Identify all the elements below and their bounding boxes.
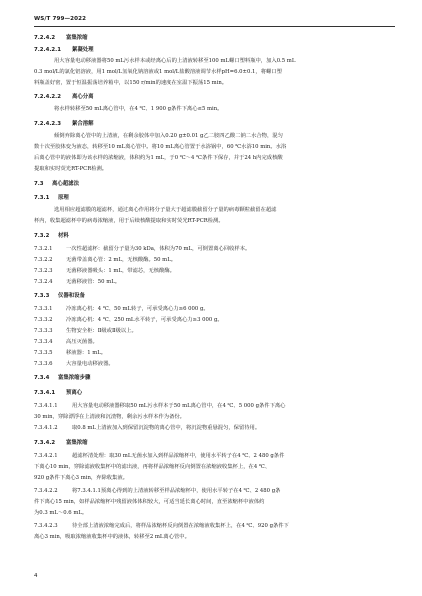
paragraph-line: 选用相应超滤膜的超滤杯，通过离心作用将分子量大于超滤膜截留分子量的病毒颗粒截留在超滤 <box>54 207 277 213</box>
paragraph-line: 后离心管中的液体即为该水样的浓缩液，体积约为1 mL，于0 ℃～4 ℃条件下保存，并于24 h内完成核酸 <box>34 155 283 161</box>
list-item: 7.3.3.2 冷冻离心机：4 ℃、250 mL水平转子，可承受离心力≥3 000 g。 <box>34 317 223 323</box>
section-heading-7-2-4-2-2: 7.2.4.2.2 离心分离 <box>34 94 94 100</box>
section-heading-7-3: 7.3 离心超滤法 <box>34 181 79 187</box>
section-heading-7-2-4-2-3: 7.2.4.2.3 絮合溶解 <box>34 121 94 127</box>
paragraph-line: 7.3.4.1.2 取0.8 mL上清液加入到保留沉淀物的离心管中，将沉淀物重悬混匀，保留待用。 <box>34 425 261 431</box>
paragraph-line: 倾倒弃除离心管中的上清液，在剩余胶体中加入0.20 g±0.01 g乙二胺四乙酸二钠二水合物，混匀 <box>54 133 283 139</box>
list-item: 7.3.3.3 生物安全柜：Ⅱ级或Ⅱ级以上。 <box>34 328 137 334</box>
paragraph-line: 提取和实时荧光RT-PCR检测。 <box>34 166 108 172</box>
paragraph-line: 30 min，穿除漂浮在上清液和沉渣物，剩余污水样本作为备份。 <box>34 414 185 420</box>
section-heading-7-3-1: 7.3.1 原理 <box>34 195 69 201</box>
paragraph-line: 件下离心15 min，如样品浓缩杯中残留液体体积较大，可适当延长离心时间，直至浓缩杯中液体约 <box>34 499 265 505</box>
section-heading-7-3-4-2: 7.3.4.2 富集浓缩 <box>34 440 88 446</box>
section-heading-7-2-4-2: 7.2.4.2 富集浓缩 <box>34 35 88 41</box>
section-heading-7-2-4-2-1: 7.2.4.2.1 絮凝处理 <box>34 47 94 53</box>
page-number: 4 <box>34 573 38 579</box>
list-item: 7.3.3.1 冷冻离心机：4 ℃、50 mL转子，可承受离心力≥6 000 g。 <box>34 306 209 312</box>
paragraph-line: 离心3 min，吸取浓缩液收集杯中的液体，转移至2 mL离心管中。 <box>34 534 190 540</box>
paragraph-line: 杯内，收集超滤杯中的病毒浓缩液，用于后续核酸提取和实时荧光RT-PCR检测。 <box>34 218 224 224</box>
section-heading-7-3-3: 7.3.3 仪器和设备 <box>34 293 85 299</box>
paragraph-line: 7.3.4.2.1 超滤杯清处理：取30 mL无菌水加入到样品浓缩杯中，使用水平转子在4 ℃、2 480 g条件 <box>34 453 285 459</box>
list-item: 7.3.3.4 高压灭菌器。 <box>34 339 98 345</box>
section-heading-7-3-4: 7.3.4 富集浓缩步骤 <box>34 375 91 381</box>
paragraph-line: 7.3.4.1.1 用大容量电动移液器移取50 mL污水样本于50 mL离心管中，在4 ℃、5 000 g条件下离心 <box>34 403 286 409</box>
list-item: 7.3.3.6 大容量电动移液器。 <box>34 361 114 367</box>
paragraph-line: 用大容量电动移液器将50 mL污水样本或经离心后的上清液转移至100 mL螺口塑料瓶中，加入0.5 mL <box>54 58 296 64</box>
list-item: 7.3.2.3 无菌移液器吸头：1 mL，带滤芯，无核酸酶。 <box>34 268 175 274</box>
section-heading-7-3-2: 7.3.2 材料 <box>34 233 69 239</box>
paragraph-line: 7.3.4.2.3 待全部上清液浓缩完成后，将样品浓缩杯反向倒置在浓缩液收集杯上，在4 ℃、920 g条件下 <box>34 523 289 529</box>
list-item: 7.3.2.4 无菌移液管：50 mL。 <box>34 279 121 285</box>
list-item: 7.3.2.2 无菌带盖离心管：2 mL，无核酸酶。50 mL。 <box>34 257 177 263</box>
paragraph-line: 0.3 mol/L的氯化铝溶液，用1 mol/L氢氧化钠溶液或1 mol/L盐酸溶液调节水样pH=6.0±0.1，将螺口塑 <box>34 69 282 75</box>
header-standard-code: WS/T 799—2022 <box>34 16 87 22</box>
header-rule <box>34 26 395 27</box>
list-item: 7.3.3.5 移液器：1 mL。 <box>34 350 107 356</box>
list-item: 7.3.2.1 一次性超滤杯：截留分子量为30 kDa，体积为70 mL，可倒置离心回收样本。 <box>34 246 251 252</box>
paragraph-line: 数十次至胶体变为液态，转移至10 mL离心管中。将10 mL离心管置于水浴锅中，60 ℃水浴10 min。水浴 <box>34 144 287 150</box>
section-heading-7-3-4-1: 7.3.4.1 预离心 <box>34 390 83 396</box>
paragraph-line: 下离心10 min，穿除滤液收集杯中的滤出液，再将样品浓缩杯反向倒置在浓缩液收集杯上，在4 ℃、 <box>34 464 271 470</box>
paragraph-line: 920 g条件下离心3 min，弃除收集液。 <box>34 475 128 481</box>
paragraph-line: 料瓶盖好密，置于恒温振荡培养箱中，以150 r/min的速度在室温下振荡15 min。 <box>34 80 228 86</box>
paragraph-line: 7.3.4.2.2 将7.3.4.1.1预离心得到的上清液转移至样品浓缩杯中，使用水平转子在4 ℃、2 480 g条 <box>34 488 281 494</box>
paragraph-line: 将水样转移至50 mL离心管中，在4 ℃、1 900 g条件下离心≤5 min。 <box>54 106 223 112</box>
paragraph-line: 为0.3 mL～0.6 mL。 <box>34 510 88 516</box>
